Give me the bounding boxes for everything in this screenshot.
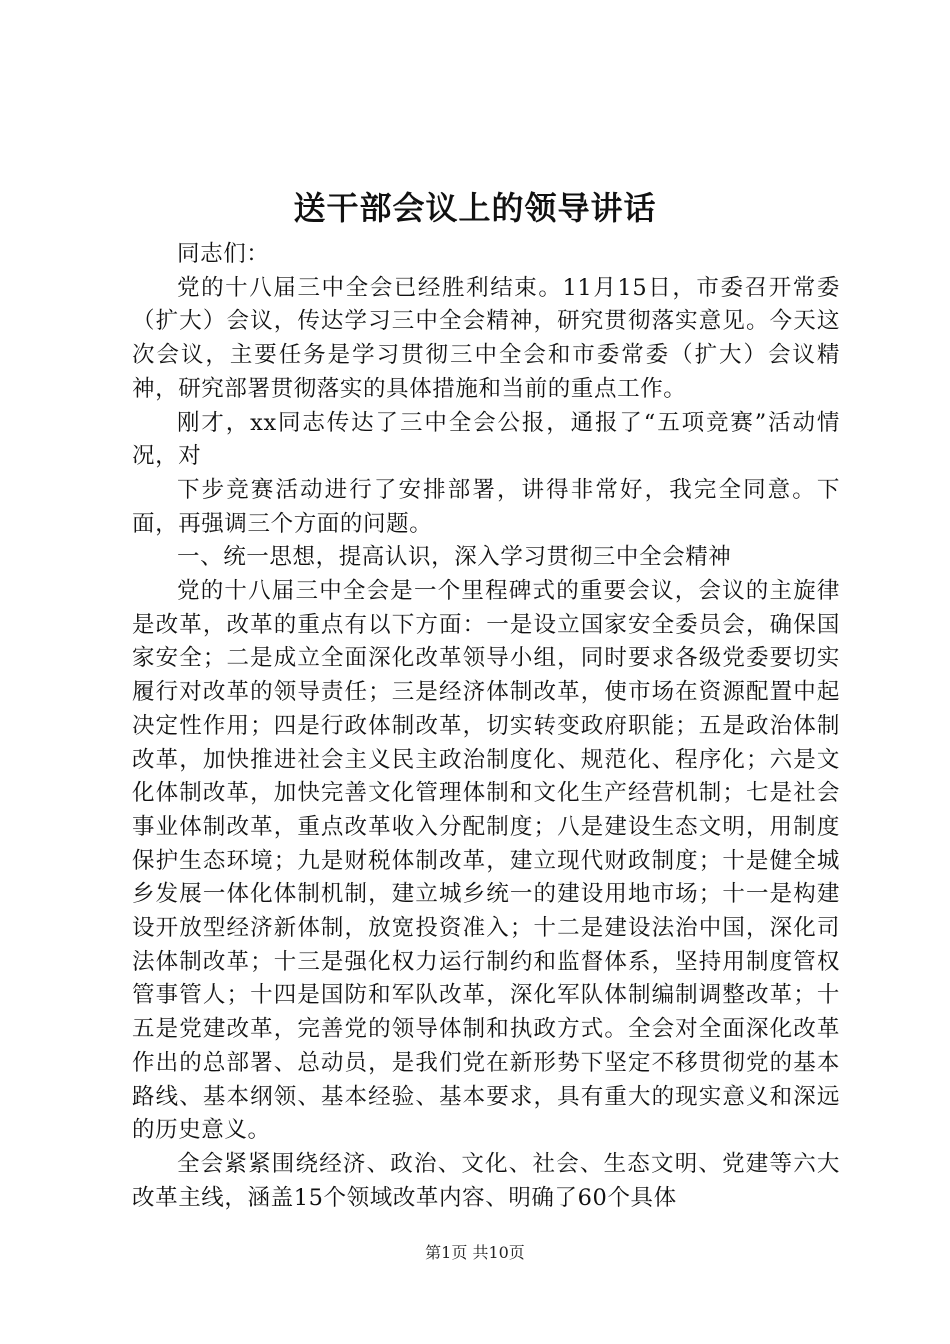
body-paragraph: 全会紧紧围绕经济、政治、文化、社会、生态文明、党建等六大改革主线，涵盖15个领域改革内容、明确了60个具体 <box>132 1150 840 1211</box>
page-footer: 第1页 共10页 <box>425 1243 525 1262</box>
section-heading: 一、统一思想，提高认识，深入学习贯彻三中全会精神 <box>177 544 732 571</box>
salutation-paragraph: 同志们： <box>177 241 270 267</box>
body-paragraph: 刚才，xx同志传达了三中全会公报，通报了“五项竞赛”活动情况，对 <box>132 409 840 470</box>
body-paragraph: 下步竞赛活动进行了安排部署，讲得非常好，我完全同意。下面，再强调三个方面的问题。 <box>132 476 840 537</box>
body-paragraph: 党的十八届三中全会已经胜利结束。11月15日，市委召开常委（扩大）会议，传达学习三中全会精神，研究贯彻落实意见。今天这次会议，主要任务是学习贯彻三中全会和市委常委（扩大）会议精神，研究部署贯彻落实的具体措施和当前的重点工作。 <box>132 274 840 402</box>
body-paragraph: 党的十八届三中全会是一个里程碑式的重要会议，会议的主旋律是改革，改革的重点有以下方面：一是设立国家安全委员会，确保国家安全；二是成立全面深化改革领导小组，同时要求各级党委要切实履行对改革的领导责任；三是经济体制改革，使市场在资源配置中起决定性作用；四是行政体制改革，切实转变政府职能；五是政治体制改革，加快推进社会主义民主政治制度化、规范化、程序化；六是文化体制改革，加快完善文化管理体制和文化生产经营机制；七是社会事业体制改革，重点改革收入分配制度；八是建设生态文明，用制度保护生态环境；九是财税体制改革，建立现代财政制度；十是健全城乡发展一体化体制机制，建立城乡统一的建设用地市场；十一是构建设开放型经济新体制，放宽投资准入；十二是建设法治中国，深化司法体制改革；十三是强化权力运行制约和监督体系，坚持用制度管权管事管人；十四是国防和军队改革，深化军队体制编制调整改革；十五是党建改革，完善党的领导体制和执政方式。全会对全面深化改革作出的总部署、总动员，是我们党在新形势下坚定不移贯彻党的基本路线、基本纲领、基本经验、基本要求，具有重大的现实意义和深远的历史意义。 <box>132 578 840 1144</box>
document-body <box>132 238 840 1215</box>
document-title: 送干部会议上的领导讲话 <box>293 189 657 227</box>
